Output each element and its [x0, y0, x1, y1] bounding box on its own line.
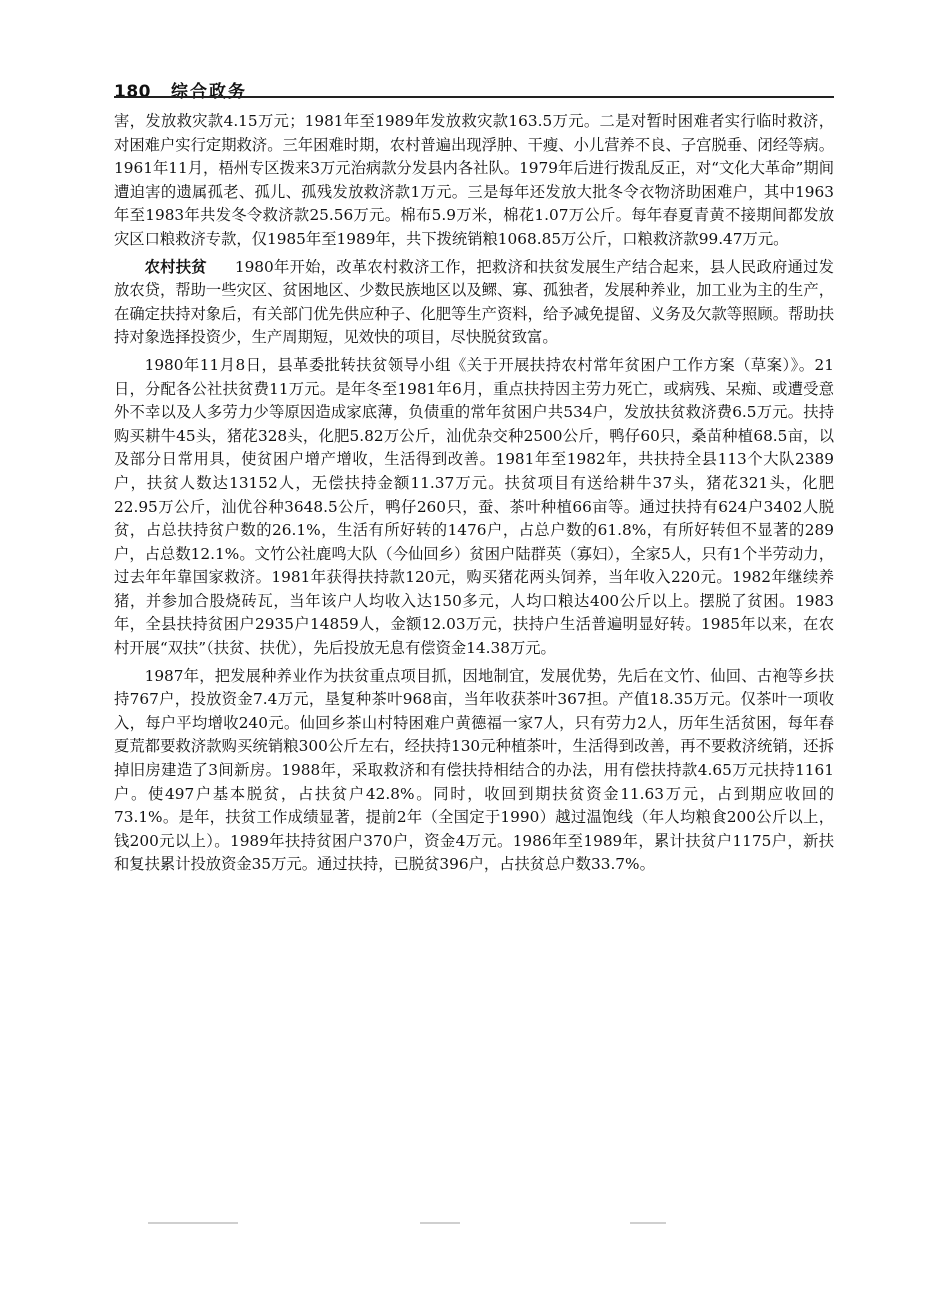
paragraph-rural-poverty-relief: [114, 256, 834, 350]
scan-speckle: [148, 1222, 238, 1224]
body-text: [114, 110, 834, 881]
header-rule: [114, 96, 834, 98]
paragraph-1980-plan: 1980年11月8日，县革委批转扶贫领导小组《关于开展扶持农村常年贫困户工作方案（草案）》。21日，分配各公社扶贫费11万元。是年冬至1981年6月，重点扶持因主劳力死亡，或病残、呆痴、或遭受意外不幸以及人多劳力少等原因造成家底薄，负债重的常年贫困户共534户，发放扶贫救济费6.5万元。扶持购买耕牛45头，猪花328头，化肥5.82万公斤，汕优杂交种2500公斤，鸭仔60只，桑苗种植68.5亩，以及部分日常用具，使贫困户增产增收，生活得到改善。1981年至1982年，共扶持全县113个大队2389户，扶贫人数达13152人，无偿扶持金额11.37万元。扶贫项目有送给耕牛37头，猪花321头，化肥22.95万公斤，汕优谷种3648.5公斤，鸭仔260只，蚕、茶叶种植66亩等。通过扶持有624户3402人脱贫，占总扶持贫户数的26.1%，生活有所好转的1476户，占总户数的61.8%，有所好转但不显著的289户，占总数12.1%。文竹公社鹿鸣大队（今仙回乡）贫困户陆群英（寡妇），全家5人，只有1个半劳动力，过去年年靠国家救济。1981年获得扶持款120元，购买猪花两头饲养，当年收入220元。1982年继续养猪，并参加合股烧砖瓦，当年该户人均收入达150多元，人均口粮达400公斤以上。摆脱了贫困。1983年，全县扶持贫困户2935户14859人，金额12.03万元，扶持户生活普遍明显好转。1985年以来，在农村开展“双扶”（扶贫、扶优），先后投放无息有偿资金14.38万元。: [114, 355, 834, 658]
scan-speckle: [630, 1222, 666, 1224]
paragraph-1987-development: 1987年，把发展种养业作为扶贫重点项目抓，因地制宜，发展优势，先后在文竹、仙回、古袍等乡扶持767户，投放资金7.4万元，垦复种茶叶968亩，当年收获茶叶367担。产值18.35万元。仅茶叶一项收入，每户平均增收240元。仙回乡茶山村特困难户黄德福一家7人，只有劳力2人，历年生活贫困，每年春夏荒都要救济款购买统销粮300公斤左右，经扶持130元种植茶叶，生活得到改善，再不要救济统销，还拆掉旧房建造了3间新房。1988年，采取救济和有偿扶持相结合的办法，用有偿扶持款4.65万元扶持1161户。使497户基本脱贫，占扶贫户42.8%。同时，收回到期扶贫资金11.63万元，占到期应收回的73.1%。是年，扶贫工作成绩显著，提前2年（全国定于1990）越过温饱线（年人均粮食200公斤以上，钱200元以上）。1989年扶持贫困户370户，资金4万元。1986年至1989年，累计扶贫户1175户，新扶和复扶累计投放资金35万元。通过扶持，已脱贫396户，占扶贫总户数33.7%。: [114, 666, 834, 874]
scan-speckle: [420, 1222, 460, 1224]
paragraph-disaster-relief: 害，发放救灾款4.15万元；1981年至1989年发放救灾款163.5万元。二是对暂时困难者实行临时救济，对困难户实行定期救济。三年困难时期，农村普遍出现浮肿、干瘦、小儿营养不良、子宫脱垂、闭经等病。1961年11月，梧州专区拨来3万元治病款分发县内各社队。1979年后进行拨乱反正，对“文化大革命”期间遭迫害的遗属孤老、孤儿、孤残发放救济款1万元。三是每年还发放大批冬令衣物济助困难户，其中1963年至1983年共发冬令救济款25.56万元。棉布5.9万米，棉花1.07万公斤。每年春夏青黄不接期间都发放灾区口粮救济专款，仅1985年至1989年，共下拨统销粮1068.85万公斤，口粮救济款99.47万元。: [114, 112, 834, 248]
paragraph-rural-poverty-relief-text: 1980年开始，改革农村救济工作，把救济和扶贫发展生产结合起来，县人民政府通过发放农贷，帮助一些灾区、贫困地区、少数民族地区以及鳏、寡、孤独者，发展种养业，加工业为主的生产，在确定扶持对象后，有关部门优先供应种子、化肥等生产资料，给予减免提留、义务及欠款等照顾。帮助扶持对象选择投资少，生产周期短，见效快的项目，尽快脱贫致富。: [114, 257, 834, 347]
page-number: 180: [114, 82, 151, 102]
subhead-rural-poverty-relief: 农村扶贫: [144, 257, 207, 276]
section-title: 综合政务: [171, 82, 247, 102]
